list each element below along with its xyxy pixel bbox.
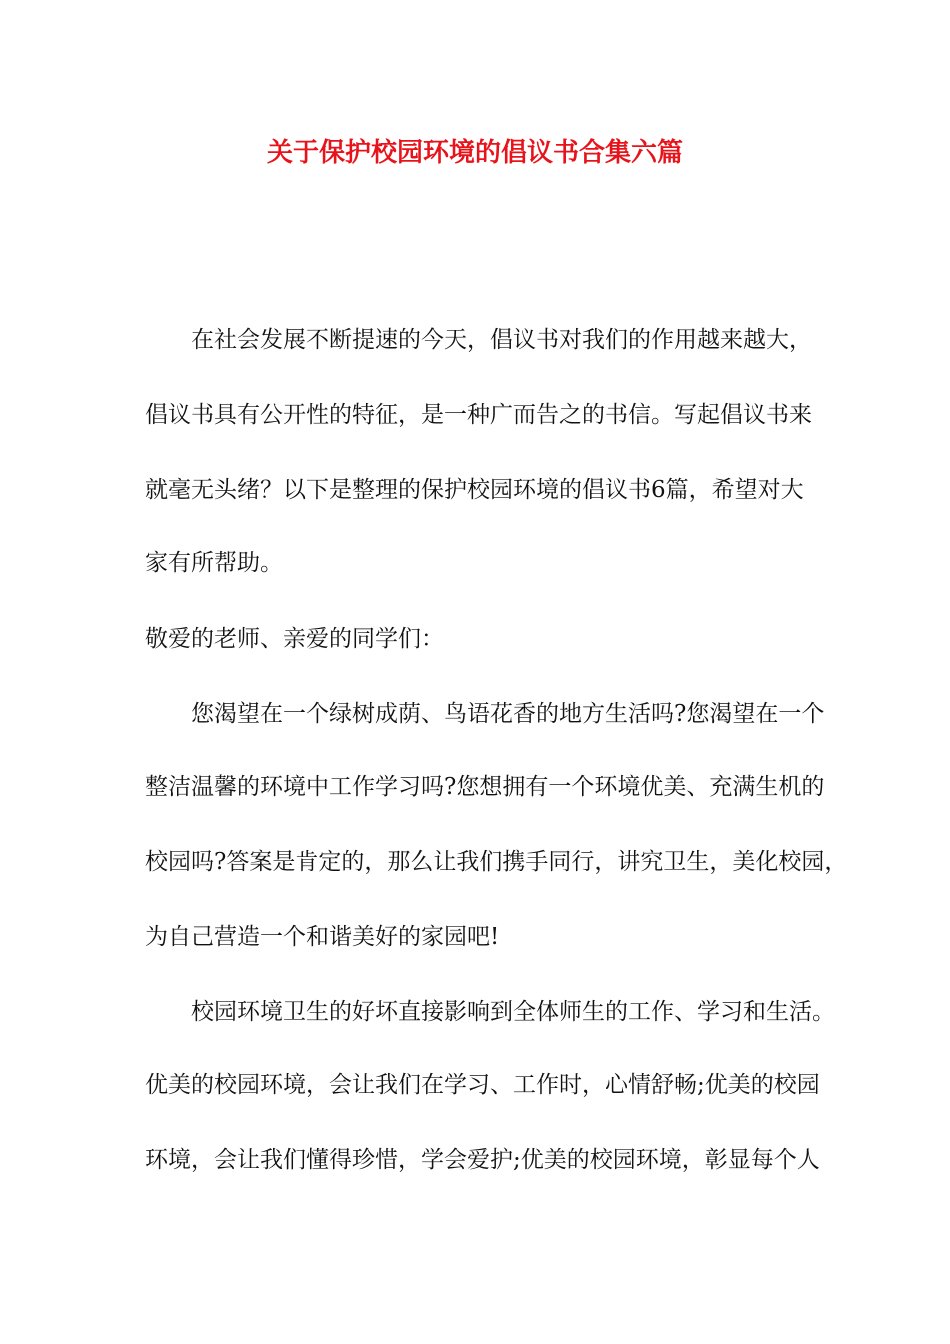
paragraph-line: 就毫无头绪？以下是整理的保护校园环境的倡议书6篇，希望对大: [145, 477, 804, 503]
paragraph-line: 校园吗?答案是肯定的，那么让我们携手同行，讲究卫生，美化校园，: [145, 849, 848, 875]
paragraph-line: 环境，会让我们懂得珍惜，学会爱护;优美的校园环境，彰显每个人: [145, 1147, 820, 1173]
document-title: 关于保护校园环境的倡议书合集六篇: [266, 138, 683, 168]
paragraph-line: 您渴望在一个绿树成荫、鸟语花香的地方生活吗?您渴望在一个: [191, 701, 825, 727]
paragraph-line: 在社会发展不断提速的今天，倡议书对我们的作用越来越大，: [191, 327, 812, 353]
paragraph-line: 优美的校园环境，会让我们在学习、工作时，心情舒畅;优美的校园: [145, 1072, 820, 1098]
paragraph-line: 家有所帮助。: [145, 550, 283, 576]
paragraph-line: 倡议书具有公开性的特征，是一种广而告之的书信。写起倡议书来: [145, 402, 812, 428]
salutation-line: 敬爱的老师、亲爱的同学们：: [145, 626, 444, 652]
paragraph-line: 校园环境卫生的好坏直接影响到全体师生的工作、学习和生活。: [191, 999, 835, 1025]
paragraph-line: 为自己营造一个和谐美好的家园吧!: [145, 924, 500, 950]
paragraph-line: 整洁温馨的环境中工作学习吗?您想拥有一个环境优美、充满生机的: [145, 774, 825, 800]
